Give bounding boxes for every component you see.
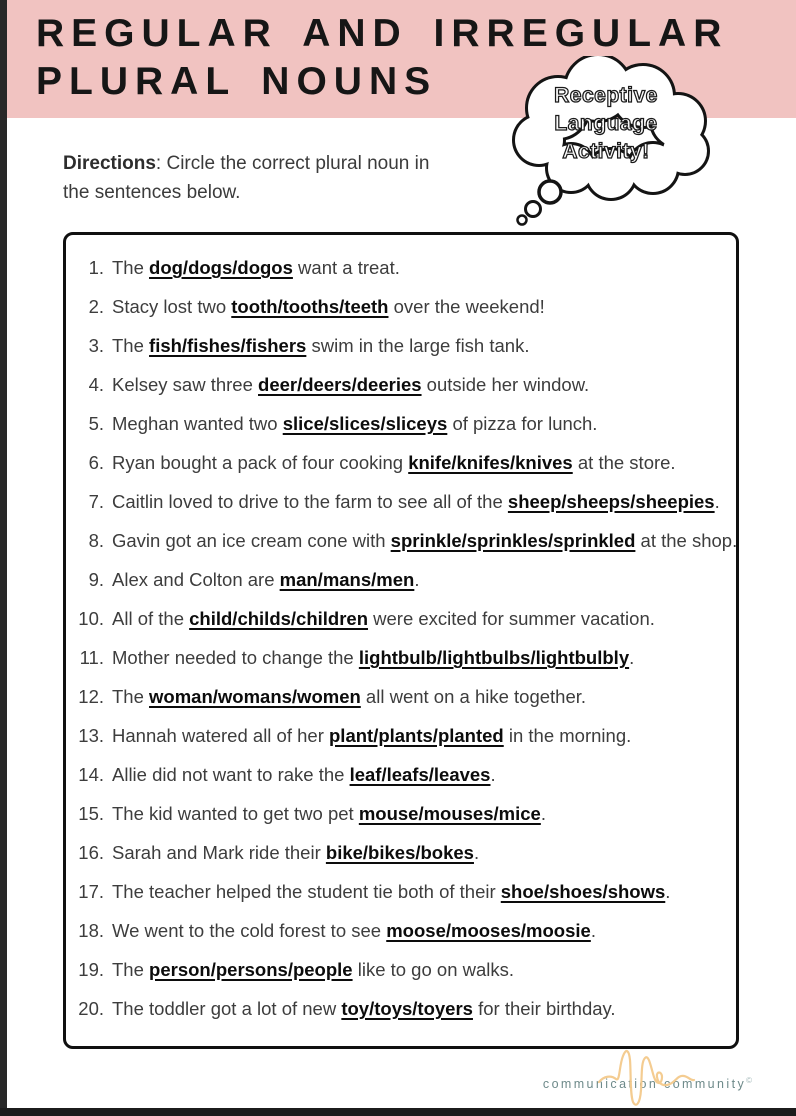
item-text-pre: The toddler got a lot of new xyxy=(112,998,342,1019)
item-text-post: in the morning. xyxy=(503,725,632,746)
item-choices[interactable]: man/mans/men xyxy=(279,569,415,590)
item-text-post: . xyxy=(714,491,720,512)
list-item xyxy=(66,482,736,521)
item-number: 9. xyxy=(88,569,104,590)
item-sentence xyxy=(112,872,670,911)
page-title-line2: PLURAL NOUNS xyxy=(36,60,438,103)
item-number: 14. xyxy=(78,764,104,785)
item-text-post: were excited for summer vacation. xyxy=(368,608,655,629)
bubble-text xyxy=(503,82,709,166)
item-sentence xyxy=(112,755,496,794)
item-text-post: . xyxy=(540,803,546,824)
item-choices[interactable]: moose/mooses/moosie xyxy=(386,920,591,941)
item-number: 16. xyxy=(78,842,104,863)
thought-bubble-icon xyxy=(503,56,715,232)
item-number: 4. xyxy=(88,374,104,395)
item-text-post: at the shop. xyxy=(635,530,738,551)
item-text-pre: The xyxy=(112,959,150,980)
item-text-pre: The kid wanted to get two pet xyxy=(112,803,359,824)
item-text-post: swim in the large fish tank. xyxy=(306,335,530,356)
item-sentence xyxy=(112,677,586,716)
directions-text-line2: the sentences below. xyxy=(63,182,241,203)
item-number: 10. xyxy=(78,608,104,629)
item-choices[interactable]: tooth/tooths/teeth xyxy=(231,296,389,317)
item-sentence xyxy=(112,482,720,521)
list-item xyxy=(66,521,736,560)
item-choices[interactable]: plant/plants/planted xyxy=(329,725,504,746)
bubble-text-line3: Activity! xyxy=(562,140,650,163)
item-sentence xyxy=(112,989,616,1028)
item-choices[interactable]: mouse/mouses/mice xyxy=(358,803,541,824)
item-sentence xyxy=(112,950,514,989)
item-choices[interactable]: leaf/leafs/leaves xyxy=(349,764,491,785)
directions-label: Directions xyxy=(63,153,156,174)
item-text-post: for their birthday. xyxy=(472,998,616,1019)
item-text-pre: The xyxy=(112,335,150,356)
item-text-pre: Stacy lost two xyxy=(112,296,232,317)
list-item xyxy=(66,794,736,833)
page-edge-bottom xyxy=(0,1108,796,1116)
item-text-post: . xyxy=(473,842,480,863)
item-sentence xyxy=(112,833,479,872)
item-number: 6. xyxy=(88,452,104,473)
item-sentence xyxy=(112,404,597,443)
item-number: 13. xyxy=(78,725,104,746)
item-choices[interactable]: sheep/sheeps/sheepies xyxy=(507,491,715,512)
item-sentence xyxy=(112,443,676,482)
item-number: 18. xyxy=(78,920,104,941)
item-number: 12. xyxy=(78,686,104,707)
item-choices[interactable]: child/childs/children xyxy=(189,608,369,629)
item-text-pre: We went to the cold forest to see xyxy=(112,920,387,941)
item-sentence xyxy=(112,287,545,326)
item-choices[interactable]: shoe/shoes/shows xyxy=(500,881,666,902)
item-choices[interactable]: toy/toys/toyers xyxy=(341,998,473,1019)
brand-name: communication community xyxy=(542,1077,747,1092)
list-item xyxy=(66,911,736,950)
item-number: 19. xyxy=(78,959,104,980)
item-number: 7. xyxy=(88,491,104,512)
item-text-post: want a treat. xyxy=(292,257,400,278)
item-text-pre: Hannah watered all of her xyxy=(112,725,329,746)
list-item xyxy=(66,404,736,443)
item-number: 2. xyxy=(88,296,104,317)
list-item xyxy=(66,365,736,404)
list-item xyxy=(66,248,736,287)
item-number: 11. xyxy=(79,647,104,668)
list-item xyxy=(66,677,736,716)
item-text-pre: The xyxy=(112,686,150,707)
item-sentence xyxy=(112,638,634,677)
list-item xyxy=(66,833,736,872)
item-text-post: . xyxy=(490,764,496,785)
item-text-pre: The xyxy=(112,257,150,278)
item-sentence xyxy=(112,716,631,755)
copyright-mark: © xyxy=(746,1076,752,1085)
item-number: 20. xyxy=(78,998,104,1019)
item-text-post: . xyxy=(414,569,420,590)
item-sentence xyxy=(112,326,529,365)
list-item xyxy=(66,560,736,599)
item-number: 5. xyxy=(88,413,104,434)
worksheet-list xyxy=(63,232,739,1049)
item-choices[interactable]: dog/dogs/dogos xyxy=(149,257,293,278)
item-text-post: at the store. xyxy=(572,452,676,473)
item-text-pre: The teacher helped the student tie both of their xyxy=(112,881,501,902)
item-number: 1. xyxy=(88,257,104,278)
item-text-pre: Gavin got an ice cream cone with xyxy=(112,530,391,551)
item-text-post: . xyxy=(665,881,671,902)
item-choices[interactable]: bike/bikes/bokes xyxy=(325,842,474,863)
list-item xyxy=(66,638,736,677)
item-number: 17. xyxy=(78,881,104,902)
item-text-post: over the weekend! xyxy=(388,296,545,317)
item-sentence xyxy=(112,560,419,599)
item-text-pre: Alex and Colton are xyxy=(112,569,280,590)
item-number: 8. xyxy=(88,530,104,551)
list-item xyxy=(66,287,736,326)
item-number: 15. xyxy=(78,803,104,824)
bubble-text-line1: Receptive xyxy=(554,84,658,107)
item-choices[interactable]: deer/deers/deeries xyxy=(258,374,422,395)
item-text-post: . xyxy=(590,920,596,941)
item-choices[interactable]: sprinkle/sprinkles/sprinkled xyxy=(390,530,636,551)
item-text-pre: Allie did not want to rake the xyxy=(112,764,350,785)
list-item xyxy=(66,716,736,755)
item-choices[interactable]: fish/fishes/fishers xyxy=(149,335,307,356)
item-text-post: of pizza for lunch. xyxy=(447,413,598,434)
item-number: 3. xyxy=(88,335,104,356)
item-sentence xyxy=(112,599,655,638)
item-text-pre: Mother needed to change the xyxy=(112,647,359,668)
item-text-post: all went on a hike together. xyxy=(360,686,587,707)
directions-text-line1: : Circle the correct plural noun in xyxy=(155,153,430,174)
item-sentence xyxy=(112,794,546,833)
item-text-pre: Sarah and Mark ride their xyxy=(112,842,326,863)
item-text-pre: All of the xyxy=(112,608,190,629)
item-text-post: outside her window. xyxy=(421,374,590,395)
bubble-text-line2: Language xyxy=(554,112,658,135)
item-text-post: like to go on walks. xyxy=(352,959,515,980)
list-item xyxy=(66,872,736,911)
item-choices[interactable]: slice/slices/sliceys xyxy=(282,413,448,434)
item-sentence xyxy=(112,248,400,287)
item-text-pre: Ryan bought a pack of four cooking xyxy=(112,452,409,473)
directions xyxy=(63,149,483,207)
item-sentence xyxy=(112,365,589,404)
item-text-pre: Meghan wanted two xyxy=(112,413,283,434)
item-choices[interactable]: knife/knifes/knives xyxy=(408,452,573,473)
list-item xyxy=(66,443,736,482)
item-choices[interactable]: woman/womans/women xyxy=(149,686,361,707)
list-item xyxy=(66,326,736,365)
item-choices[interactable]: lightbulb/lightbulbs/lightbulbly xyxy=(358,647,630,668)
list-item xyxy=(66,599,736,638)
list-item xyxy=(66,989,736,1028)
page-title-line1: REGULAR AND IRREGULAR xyxy=(36,12,729,55)
item-sentence xyxy=(112,911,596,950)
item-text-pre: Kelsey saw three xyxy=(112,374,259,395)
item-choices[interactable]: person/persons/people xyxy=(149,959,353,980)
brand-wordmark xyxy=(543,1076,752,1091)
item-sentence xyxy=(112,521,737,560)
item-text-post: . xyxy=(629,647,635,668)
item-text-pre: Caitlin loved to drive to the farm to see all of the xyxy=(112,491,508,512)
page-edge-left xyxy=(0,0,7,1116)
list-item xyxy=(66,950,736,989)
list-item xyxy=(66,755,736,794)
